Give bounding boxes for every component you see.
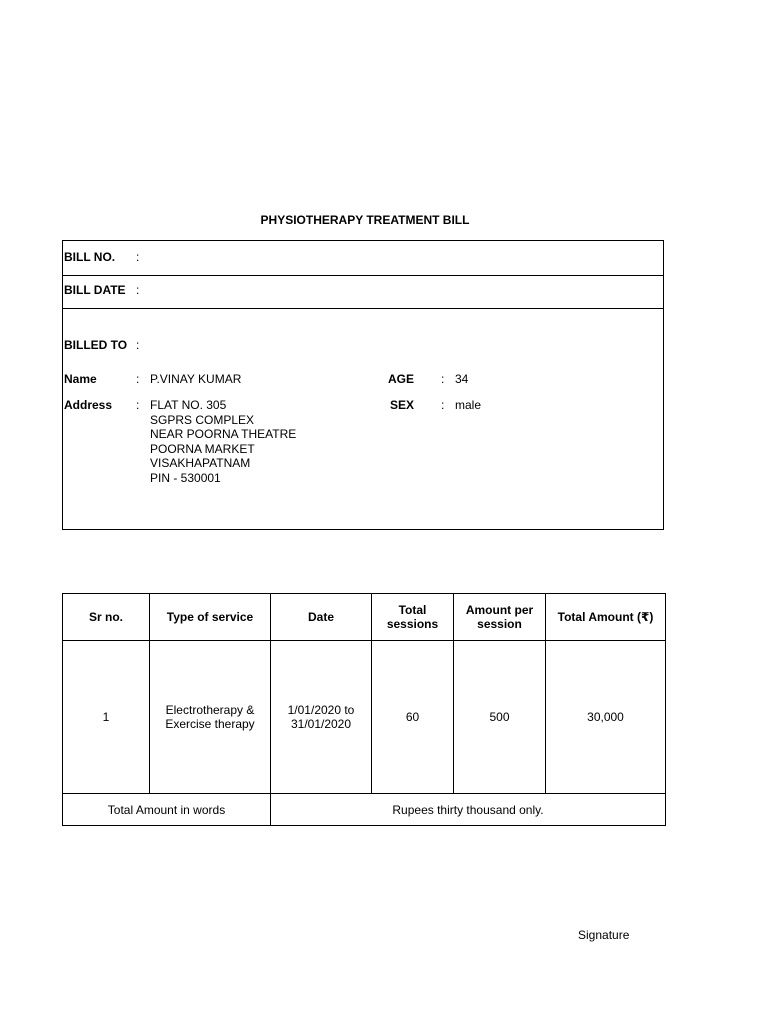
table-header-row	[63, 594, 666, 641]
table-row	[63, 641, 666, 794]
billed-to-label: BILLED TO	[64, 338, 128, 352]
bill-no-section	[62, 240, 664, 276]
address-line: FLAT NO. 305	[150, 398, 227, 412]
age-label: AGE	[388, 372, 415, 386]
bill-date-label: BILL DATE	[64, 283, 126, 297]
total-in-words-value: Rupees thirty thousand only.	[271, 794, 666, 826]
column-header: Total sessions	[372, 594, 454, 641]
total-in-words-label: Total Amount in words	[63, 794, 271, 826]
billed-to-section	[62, 308, 664, 530]
name-label: Name	[64, 372, 97, 386]
bill-no-label: BILL NO.	[64, 250, 116, 264]
address-line: POORNA MARKET	[150, 441, 255, 456]
column-header: Sr no.	[63, 594, 150, 641]
address-colon: :	[136, 398, 140, 412]
patient-address	[150, 398, 296, 486]
bill-no-colon: :	[136, 250, 140, 264]
sex-colon: :	[441, 398, 445, 412]
sex-label: SEX	[390, 398, 415, 412]
column-header: Amount per session	[454, 594, 546, 641]
address-line: VISAKHAPATNAM	[150, 456, 251, 471]
billed-to-colon: :	[136, 338, 140, 352]
name-colon: :	[136, 372, 140, 386]
date-cell: 1/01/2020 to 31/01/2020	[271, 641, 372, 794]
amount-per-session-cell: 500	[454, 641, 546, 794]
address-line: SGPRS COMPLEX	[150, 412, 255, 427]
total-amount-cell: 30,000	[546, 641, 666, 794]
patient-sex: male	[455, 398, 482, 412]
column-header: Total Amount (₹)	[546, 594, 666, 641]
patient-age: 34	[455, 372, 469, 386]
bill-date-section	[62, 275, 664, 309]
document-title: PHYSIOTHERAPY TREATMENT BILL	[260, 213, 470, 227]
sr-no-cell: 1	[63, 641, 150, 794]
address-label: Address	[64, 398, 113, 412]
service-type-cell: Electrotherapy & Exercise therapy	[150, 641, 271, 794]
address-line: NEAR POORNA THEATRE	[150, 427, 297, 442]
bill-date-colon: :	[136, 283, 140, 297]
services-table	[62, 593, 666, 826]
patient-name: P.VINAY KUMAR	[150, 372, 242, 386]
column-header: Type of service	[150, 594, 271, 641]
column-header: Date	[271, 594, 372, 641]
total-in-words-row	[63, 794, 666, 826]
signature-label: Signature	[578, 928, 630, 942]
sessions-cell: 60	[372, 641, 454, 794]
address-line: PIN - 530001	[150, 470, 221, 485]
age-colon: :	[441, 372, 445, 386]
